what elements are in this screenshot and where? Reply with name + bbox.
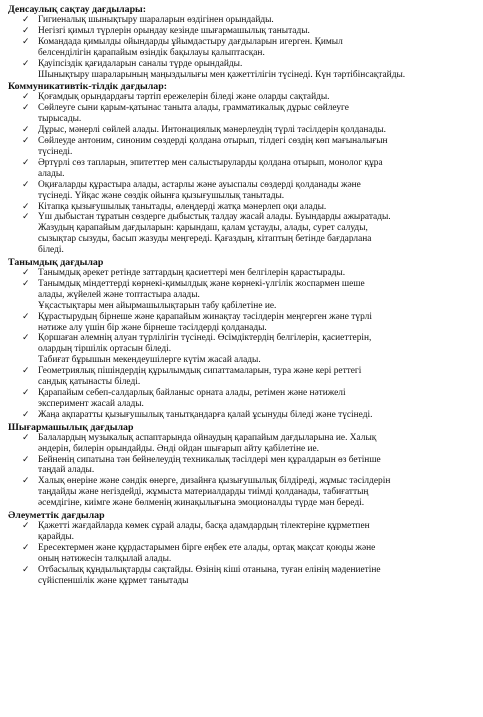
item-text-line: алады, жүйелей және топтастыра алады. <box>38 289 200 300</box>
item-text-line: Жазудың қарапайым дағдыларын: қарындаш, қалам ұстауды, алады, сурет салуды, <box>38 223 368 234</box>
item-text-line: белсенділігін қарапайым өзіндік бақылауы қалыптасқан. <box>38 47 265 58</box>
item-text-line: олардың тіршілік ортасын біледі. <box>38 344 172 355</box>
item-text-line: Табиғат бұрышын мекендеушілерге күтім жасай алады. <box>38 355 261 366</box>
list-item <box>8 180 477 202</box>
check-icon: ✓ <box>22 454 30 465</box>
check-icon: ✓ <box>22 36 30 47</box>
section-title: Шығармашылық дағдылар <box>8 421 134 433</box>
skill-section <box>8 4 477 80</box>
list-item <box>8 433 477 455</box>
skill-section <box>8 422 477 509</box>
skill-section <box>8 81 477 256</box>
item-text-line: сүйіспеншілік және құрмет танытады <box>38 575 189 586</box>
item-text-line: Қоғамдық орындардағы тәртіп ережелерін біледі және оларды сақтайды. <box>38 92 330 103</box>
skill-section <box>8 510 477 586</box>
item-text-line: Халық өнеріне және сәндік өнерге, дизайнға қызығушылық білдіреді, жұмыс тәсілдерін <box>38 476 391 487</box>
check-icon: ✓ <box>22 136 30 147</box>
item-text-line: Балалардың музыкалық аспаптарында ойнаудың қарапайым дағдыларына ие. Халық <box>38 432 377 443</box>
check-icon: ✓ <box>22 432 30 443</box>
item-text-line: Жаңа ақпаратты қызығушылық танытқандарға қалай ұсынуды біледі және түсінеді. <box>38 409 373 420</box>
item-text-line: Дұрыс, мәнерлі сөйлей алады. Интонациялық мәнерлеудің түрлі тәсілдерін қолданады. <box>38 125 386 136</box>
check-icon: ✓ <box>22 103 30 114</box>
list-item <box>8 521 477 543</box>
list-item <box>8 388 477 410</box>
list-item <box>8 103 477 125</box>
check-icon: ✓ <box>22 521 30 532</box>
item-text-line: Қарапайым себеп-салдарлық байланыс орната алады, ретімен және нәтижелі <box>38 388 346 398</box>
item-text-line: оның нәтижесін талқылай алады. <box>38 553 172 564</box>
item-text-line: сақтайды. <box>365 69 406 80</box>
list-item-continuation <box>8 70 477 81</box>
check-icon: ✓ <box>22 564 30 575</box>
item-text-line: әсемдігіне, киімге және бөлменің жинақылығына эмоционалды түрде мән береді. <box>38 498 365 509</box>
list-item <box>8 125 477 136</box>
list-item <box>8 15 477 26</box>
item-text-line: Ересектермен және құрдастарымен бірге еңбек ете алады, ортақ мақсат қоюды және <box>38 542 376 553</box>
item-text-line: Отбасылық құндылықтарды сақтайды. Өзінің кіші отанына, туған елінің мәдениетіне <box>38 564 381 575</box>
item-text-line: Танымдық міндеттерді көрнекі-қимылдық және көрнекі-үлгілік жоспармен шеше <box>38 278 365 289</box>
list-item <box>8 136 477 158</box>
item-text-line: сандық қатынасты біледі. <box>38 377 141 388</box>
skill-section <box>8 257 477 421</box>
list-item <box>8 59 477 70</box>
section-title: Коммуникативтік-тілдік дағдылар: <box>8 81 168 93</box>
item-text-line: Ұқсастықтары мен айырмашылықтарын табу қабілетіне ие. <box>38 300 277 311</box>
item-text-line: Командада қимылды ойындарды ұйымдастыру дағдыларын игерген. Қимыл <box>38 36 343 47</box>
item-text-line: Құрастырудың бірнеше және қарапайым жинақтау тәсілдерін меңгерген және түрлі <box>38 311 372 322</box>
list-item <box>8 543 477 565</box>
item-text-line: Қоршаған әлемнің алуан түрлілігін түсінеді. Өсімдіктердің белгілерін, қасиеттерін, <box>38 333 372 344</box>
check-icon: ✓ <box>22 476 30 487</box>
item-text-line: Негізгі қимыл түрлерін орындау кезінде шығармашылық танытады. <box>38 25 310 36</box>
check-icon: ✓ <box>22 268 30 279</box>
item-text-line: Сөйлеуге сыни қарым-қатынас таныта алады, грамматикалық дұрыс сөйлеуге <box>38 103 349 114</box>
item-text-line: Гигиеналық шынықтыру шараларын өздігінен орындайды. <box>38 15 274 25</box>
item-text-line: Үш дыбыстан тұратын сөздерге дыбыстық талдау жасай алады. Буындарды ажыратады. <box>38 212 391 223</box>
list-item <box>8 37 477 59</box>
item-text-line: Әртүрлі сөз тапларын, эпитеттер мен салыстыруларды қолдана отырып, монолог құра <box>38 157 383 168</box>
list-item <box>8 279 477 301</box>
section-title: Әлеуметтік дағдылар <box>8 510 105 522</box>
item-text-line: нәтиже алу үшін бір және бірнеше тәсілдерді қолданады. <box>38 322 267 333</box>
item-text-line: тырысады. <box>38 114 82 125</box>
check-icon: ✓ <box>22 15 30 25</box>
item-text-line: Геометриялық пішіндердің құрылымдық сипаттамаларын, тура және кері реттегі <box>38 366 362 377</box>
item-text-line: Шынықтыру шараларының маңыздылығы мен қажеттілігін түсінеді. Күн тәртібін <box>38 69 366 80</box>
section-title: Денсаулық сақтау дағдылары: <box>8 4 147 15</box>
list-item <box>8 333 477 355</box>
check-icon: ✓ <box>22 179 30 190</box>
check-icon: ✓ <box>22 92 30 103</box>
check-icon: ✓ <box>22 311 30 322</box>
list-item-continuation <box>8 301 477 312</box>
list-item <box>8 202 477 213</box>
item-text-line: Оқиғаларды құрастыра алады, астарлы және ауыспалы сөздерді қолданады және <box>38 179 361 190</box>
item-text-line: Қажетті жағдайларда көмек сұрай алады, басқа адамдардың тілектеріне құрметпен <box>38 521 370 532</box>
check-icon: ✓ <box>22 212 30 223</box>
list-item <box>8 158 477 180</box>
section-title: Танымдық дағдылар <box>8 257 104 269</box>
item-text-line: эксперимент жасай алады. <box>38 398 144 409</box>
list-item <box>8 92 477 103</box>
check-icon: ✓ <box>22 366 30 377</box>
check-icon: ✓ <box>22 157 30 168</box>
item-text-line: Танымдық әрекет ретінде заттардың қасиеттері мен белгілерін қарастырады. <box>38 268 346 279</box>
check-icon: ✓ <box>22 125 30 136</box>
item-text-line: таңдайды және негіздейді, жұмыста материалдарды тиімді қолданады, табиғаттың <box>38 487 369 498</box>
item-text-line: қарайды. <box>38 531 74 542</box>
check-icon: ✓ <box>22 201 30 212</box>
item-text-line: алады. <box>38 168 65 179</box>
item-text-line: түсінеді. Үйқас және сөздік ойынға қызығушылық танытады. <box>38 190 285 201</box>
item-text-line: Сөйлеуде антоним, синоним сөздерді қолдана отырып, тілдегі сөздің көп мағыналығын <box>38 136 388 147</box>
check-icon: ✓ <box>22 542 30 553</box>
list-item <box>8 268 477 279</box>
item-text-line: сызықтар сызуды, басып жазуды меңгереді. Қағаздың, кітаптың бетінде бағдарлана <box>38 234 372 245</box>
list-item <box>8 410 477 421</box>
item-text-line: Қауіпсіздік қағидаларын саналы түрде орындайды. <box>38 58 243 69</box>
check-icon: ✓ <box>22 278 30 289</box>
check-icon: ✓ <box>22 409 30 420</box>
check-icon: ✓ <box>22 25 30 36</box>
item-text-line: Бейненің сипатына тән бейнелеудің техникалық тәсілдері мен құралдарын өз бетінше <box>38 454 381 465</box>
list-item <box>8 312 477 334</box>
item-text-line: Кітапқа қызығушылық танытады, өлеңдерді жатқа мәнерлеп оқи алады. <box>38 201 327 212</box>
item-text-line: біледі. <box>38 245 64 256</box>
check-icon: ✓ <box>22 333 30 344</box>
list-item <box>8 26 477 37</box>
list-item <box>8 455 477 477</box>
list-item <box>8 212 477 256</box>
list-item <box>8 366 477 388</box>
check-icon: ✓ <box>22 388 30 398</box>
item-text-line: әндерін, билерін орындайды. Әнді ойдан шығарып айту қабілетіне ие. <box>38 443 320 454</box>
check-icon: ✓ <box>22 58 30 69</box>
item-text-line: таңдай алады. <box>38 465 95 476</box>
list-item-continuation <box>8 355 477 366</box>
list-item <box>8 476 477 509</box>
item-text-line: түсінеді. <box>38 146 73 157</box>
list-item <box>8 565 477 587</box>
